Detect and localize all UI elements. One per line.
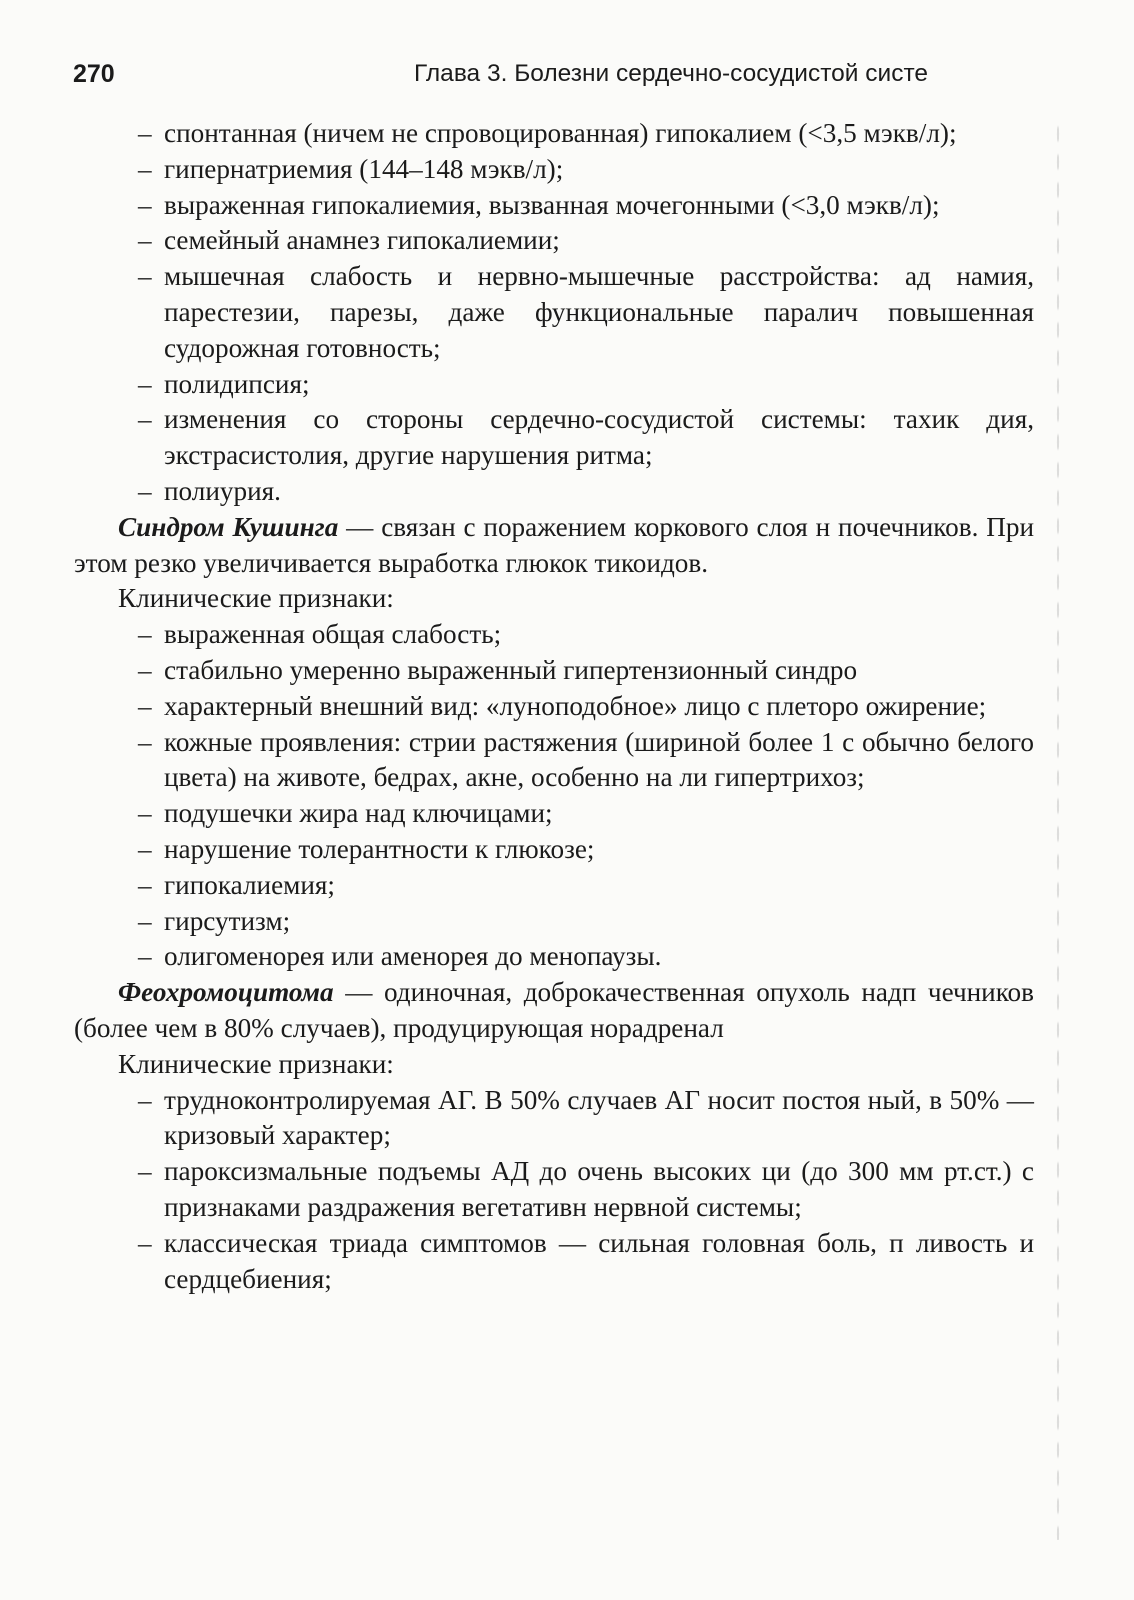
list-item: – полиурия.	[138, 474, 1034, 510]
list-item: – гирсутизм;	[138, 904, 1034, 940]
list-item: – выраженная гипокалиемия, вызванная мочегонными (<3,0 мэкв/л);	[138, 188, 1034, 224]
list-item: – гипокалиемия;	[138, 868, 1034, 904]
list-item: – выраженная общая слабость;	[138, 617, 1034, 653]
cushing-signs-list	[74, 617, 1034, 975]
cushing-signs-label: Клинические признаки:	[118, 583, 394, 614]
list-item: – семейный анамнез гипокалиемии;	[138, 223, 1034, 259]
list-item: – кожные проявления: стрии растяжения (шириной более 1 с обычно белого цвета) на животе, бедрах, акне, особенно на ли гипертрихоз;	[138, 725, 1034, 797]
list-item: – мышечная слабость и нервно-мышечные расстройства: ад намия, парестезии, парезы, даже функциональные паралич повышенная судорожная готовность;	[138, 259, 1034, 366]
cushing-paragraph	[74, 510, 1034, 582]
cushing-text: — связан с поражением коркового слоя н почечников. При этом резко увеличивается выработка глюкок тикоидов.	[74, 511, 1034, 578]
page-number: 270	[73, 60, 115, 88]
pheo-paragraph	[74, 975, 1034, 1047]
list-item: – подушечки жира над ключицами;	[138, 796, 1034, 832]
page-body	[74, 116, 1034, 1297]
list-item: – спонтанная (ничем не спровоцированная) гипокалием (<3,5 мэкв/л);	[138, 116, 1034, 152]
pheo-term: Феохромоцитома	[118, 977, 334, 1008]
list-item: – полидипсия;	[138, 367, 1034, 403]
aldosteronism-signs-list	[74, 116, 1034, 510]
list-item: – пароксизмальные подъемы АД до очень высоких ци (до 300 мм рт.ст.) с признаками раздражения вегетативн нервной системы;	[138, 1154, 1034, 1226]
pheo-signs-label: Клинические признаки:	[118, 1048, 394, 1079]
pheo-text: — одиночная, доброкачественная опухоль надп чечников (более чем в 80% случаев), продуцирующая норадренал	[74, 977, 1034, 1043]
list-item: – стабильно умеренно выраженный гипертензионный синдро	[138, 653, 1034, 689]
chapter-title: Глава 3. Болезни сердечно-сосудистой систе	[414, 60, 929, 87]
list-item: – гипернатриемия (144–148 мэкв/л);	[138, 152, 1034, 188]
scan-edge-noise	[1056, 120, 1060, 1540]
cushing-term: Синдром Кушинга	[118, 511, 339, 542]
pheo-signs-list	[74, 1083, 1034, 1298]
list-item: – нарушение толерантности к глюкозе;	[138, 832, 1034, 868]
list-item: – изменения со стороны сердечно-сосудистой системы: тахик дия, экстрасистолия, другие нарушения ритма;	[138, 402, 1034, 474]
list-item: – классическая триада симптомов — сильная головная боль, п ливость и сердцебиения;	[138, 1226, 1034, 1298]
list-item: – характерный внешний вид: «луноподобное» лицо с плеторо ожирение;	[138, 689, 1034, 725]
list-item: – олигоменорея или аменорея до менопаузы.	[138, 939, 1034, 975]
list-item: – трудноконтролируемая АГ. В 50% случаев АГ носит постоя ный, в 50% — кризовый характер;	[138, 1083, 1034, 1155]
